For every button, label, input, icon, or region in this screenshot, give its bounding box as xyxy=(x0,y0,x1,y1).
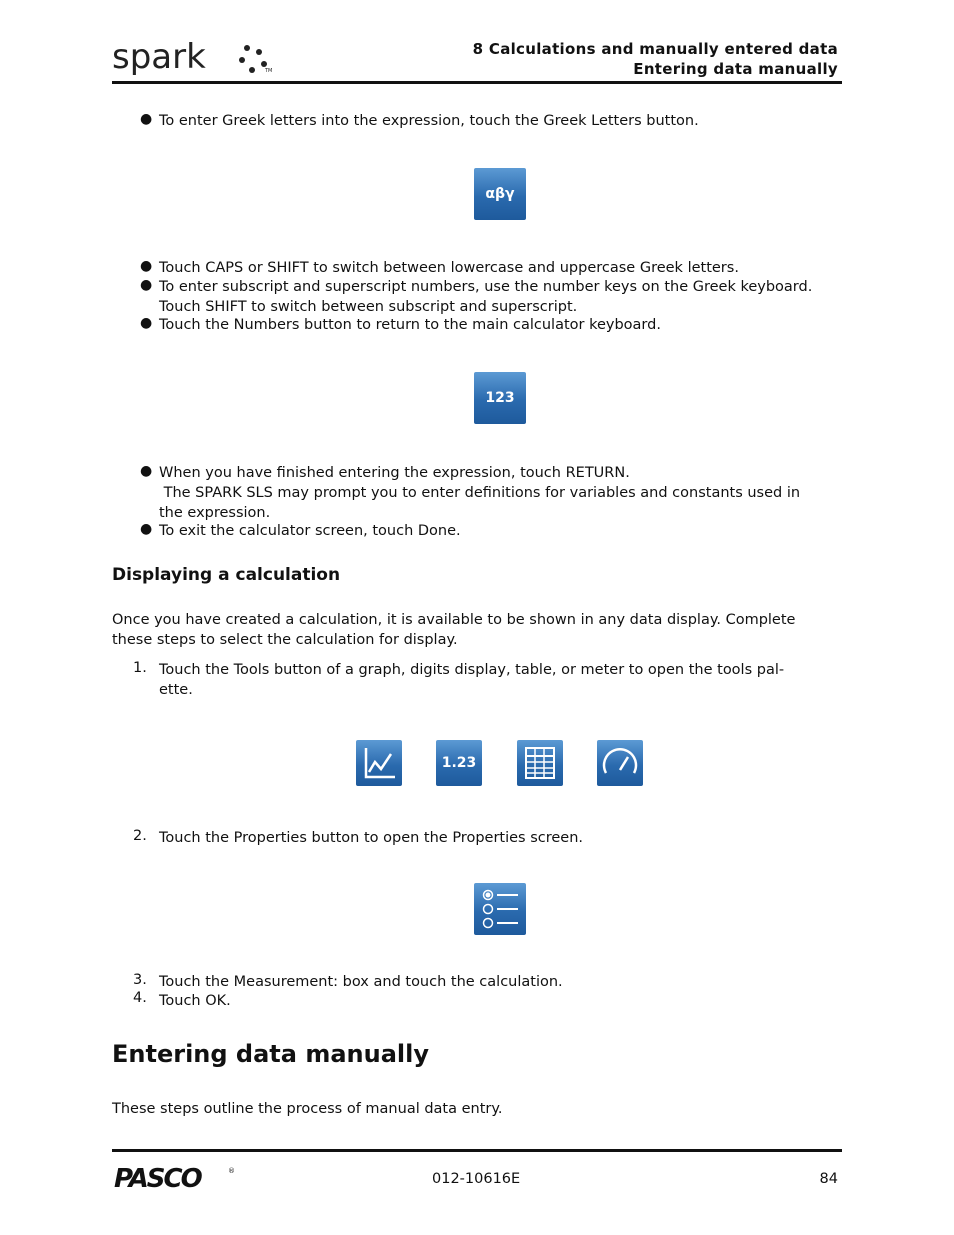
bullet-dot: ● xyxy=(140,111,153,127)
list-item: Touch the Numbers button to return to the main calculator keyboard. xyxy=(159,317,661,333)
digits-icon xyxy=(436,740,482,786)
step-text: Touch the Measurement: box and touch the calculation. xyxy=(159,974,563,990)
list-item-continuation: The SPARK SLS may prompt you to enter definitions for variables and constants used in xyxy=(159,485,801,501)
bullet-dot: ● xyxy=(140,463,153,479)
intro-line: Once you have created a calculation, it is available to be shown in any data display. Complete xyxy=(112,612,796,628)
step-number: 3. xyxy=(133,972,147,988)
list-item: When you have finished entering the expression, touch RETURN. xyxy=(159,465,630,481)
doc-number: 012-10616E xyxy=(432,1171,521,1187)
svg-text:spark: spark xyxy=(112,38,206,77)
list-item-continuation: the expression. xyxy=(159,505,271,521)
header-rule xyxy=(112,81,842,84)
header-section: Entering data manually xyxy=(633,60,838,78)
main-heading: Entering data manually xyxy=(112,1040,429,1068)
step-number: 2. xyxy=(133,828,147,844)
pasco-logo xyxy=(114,1164,238,1190)
digits-label: 1.23 xyxy=(441,755,477,771)
bullet-dot: ● xyxy=(140,521,153,537)
svg-text:®: ® xyxy=(228,1167,235,1175)
list-item: To enter subscript and superscript numbers, use the number keys on the Greek keyboard. xyxy=(159,279,813,295)
step-number: 1. xyxy=(133,660,147,676)
list-item: Touch CAPS or SHIFT to switch between lowercase and uppercase Greek letters. xyxy=(159,260,739,276)
numbers-label: 123 xyxy=(485,390,515,406)
step-text-continuation: ette. xyxy=(159,682,193,698)
svg-text:PASCO: PASCO xyxy=(114,1164,201,1190)
bullet-dot: ● xyxy=(140,277,153,293)
page-number: 84 xyxy=(819,1171,838,1187)
step-text: Touch OK. xyxy=(159,993,231,1009)
bullet-dot: ● xyxy=(140,315,153,331)
main-intro: These steps outline the process of manual data entry. xyxy=(112,1101,503,1117)
greek-letters-button xyxy=(474,168,526,220)
section-heading: Displaying a calculation xyxy=(112,565,341,585)
step-text: Touch the Tools button of a graph, digits display, table, or meter to open the tools pal- xyxy=(159,662,785,678)
graph-icon xyxy=(356,740,402,786)
footer-rule xyxy=(112,1149,842,1152)
list-item-continuation: Touch SHIFT to switch between subscript and superscript. xyxy=(159,299,578,315)
properties-icon xyxy=(474,883,526,935)
spark-logo xyxy=(112,38,282,80)
table-icon xyxy=(517,740,563,786)
greek-letters-label: αβγ xyxy=(485,186,515,202)
intro-line: these steps to select the calculation for display. xyxy=(112,632,458,648)
bullet-dot: ● xyxy=(140,258,153,274)
step-number: 4. xyxy=(133,990,147,1006)
header-chapter: 8 Calculations and manually entered data xyxy=(472,40,838,58)
list-item: To exit the calculator screen, touch Done. xyxy=(159,523,461,539)
step-text: Touch the Properties button to open the Properties screen. xyxy=(159,830,584,846)
svg-text:TM: TM xyxy=(265,68,273,74)
meter-icon xyxy=(597,740,643,786)
numbers-button xyxy=(474,372,526,424)
list-item: To enter Greek letters into the expression, touch the Greek Letters button. xyxy=(159,113,699,129)
